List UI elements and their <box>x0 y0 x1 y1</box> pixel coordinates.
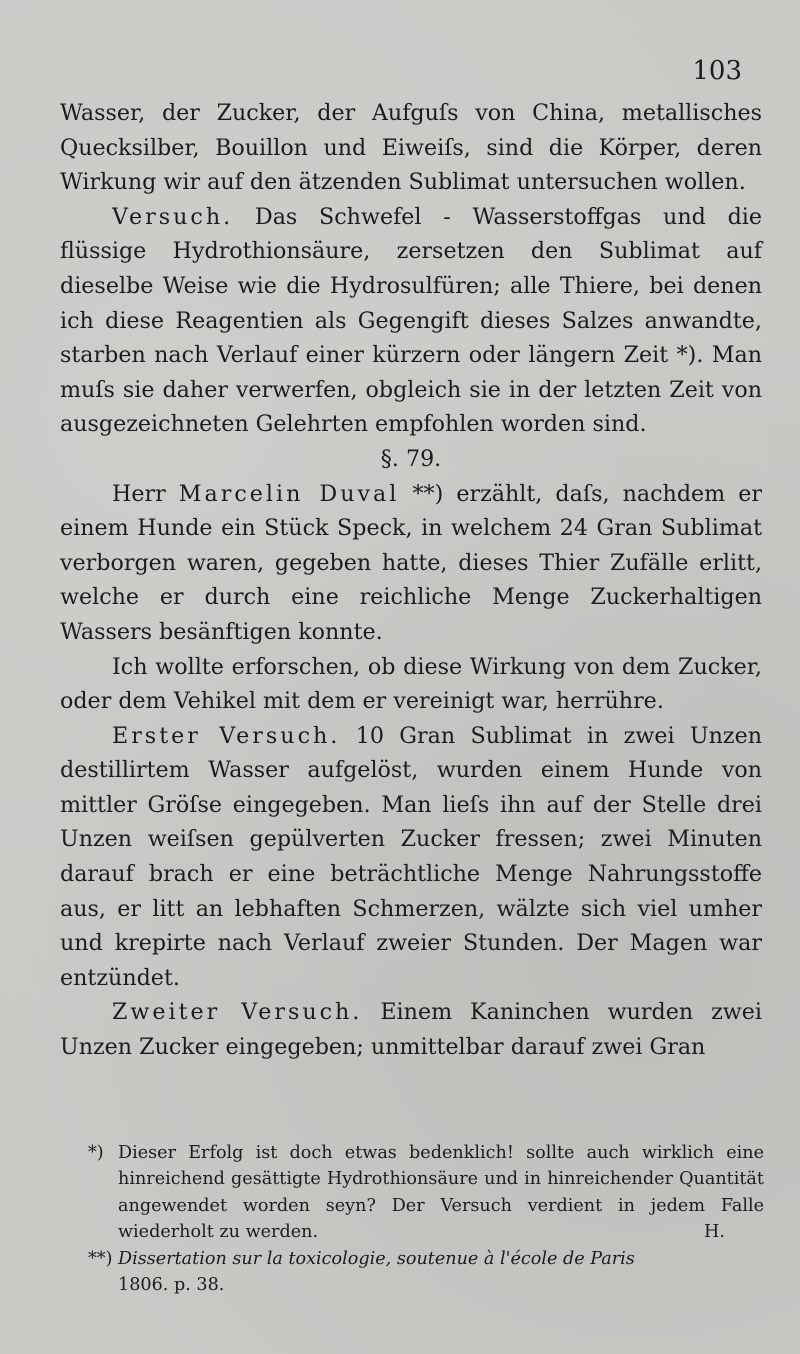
paragraph-3-before: Herr <box>112 480 179 507</box>
footnote-1: *) Dieser Erfolg ist doch etwas bedenklich! sollte auch wirklich eine hinreichend gesättigte Hydrothionsäure und in hinreichender Quantität angewendet worden seyn? Der Versuch verdient in jedem Falle wiederholt zu werden. H. <box>88 1140 764 1246</box>
footnote-2-mark: **) <box>88 1248 113 1269</box>
page-number: 103 <box>692 56 742 86</box>
paragraph-3-text: **) erzählt, daſs, nachdem er einem Hunde ein Stück Speck, in welchem 24 Gran Sublimat verborgen waren, gegeben hatte, dieses Thier Zufälle erlitt, welche er durch eine reichliche Menge Zuckerhaltigen Wassers besänftigen konnte. <box>60 480 762 645</box>
footnote-2-title: Dissertation sur la toxicologie, soutenue à l'école de Paris <box>118 1248 635 1269</box>
author-name: Marcelin Duval <box>178 480 400 507</box>
paragraph-3 <box>60 477 762 650</box>
paragraph-2 <box>60 200 762 442</box>
footnote-1-text: Dieser Erfolg ist doch etwas bedenklich! sollte auch wirklich eine hinreichend gesättigte Hydrothionsäure und in hinreichender Quantität angewendet worden seyn? Der Versuch verdient in jedem Falle wiederholt zu werden. <box>118 1143 764 1243</box>
footnote-2-tail: 1806. p. 38. <box>118 1275 225 1296</box>
paragraph-1: Wasser, der Zucker, der Aufguſs von China, metallisches Quecksilber, Bouillon und Eiweiſs, sind die Körper, deren Wirkung wir auf den ätzenden Sublimat untersuchen wollen. <box>60 100 762 196</box>
paragraph-5-text: 10 Gran Sublimat in zwei Unzen destillirtem Wasser aufgelöst, wurden einem Hunde von mittler Gröſse eingegeben. Man lieſs ihn auf der Stelle drei Unzen weiſsen gepülverten Zucker fressen; zwei Minuten darauf brach er eine beträchtliche Menge Nahrungsstoffe aus, er litt an lebhaften Schmerzen, wälzte sich viel umher und krepirte nach Verlauf zweier Stunden. Der Magen war entzündet. <box>60 722 762 991</box>
section-heading: §. 79. <box>380 445 442 472</box>
footnote-1-mark: *) <box>88 1143 104 1163</box>
paragraph-4: Ich wollte erforschen, ob diese Wirkung von dem Zucker, oder dem Vehikel mit dem er vereinigt war, herrühre. <box>60 653 762 715</box>
main-text <box>60 96 762 1065</box>
paragraph-6-text: Einem Kaninchen wurden zwei Unzen Zucker eingegeben; unmittelbar darauf zwei Gran <box>60 999 762 1061</box>
second-experiment-heading: Zweiter Versuch. <box>112 999 363 1026</box>
paragraph-2-text: Das Schwefel - Wasserstoffgas und die flüssige Hydrothionsäure, zersetzen den Sublimat auf dieselbe Weise wie die Hydrosulfüren; alle Thiere, bei denen ich diese Reagentien als Gegengift dieses Salzes anwandte, starben nach Verlauf einer kürzern oder längern Zeit *). Man muſs sie daher verwerfen, obgleich sie in der letzten Zeit von ausgezeichneten Gelehrten empfohlen worden sind. <box>60 203 762 438</box>
paragraph-6 <box>60 995 762 1064</box>
paragraph-5 <box>60 719 762 996</box>
footnotes <box>88 1140 764 1298</box>
experiment-heading: Versuch. <box>112 203 234 230</box>
first-experiment-heading: Erster Versuch. <box>112 722 341 749</box>
footnote-2 <box>88 1246 764 1299</box>
